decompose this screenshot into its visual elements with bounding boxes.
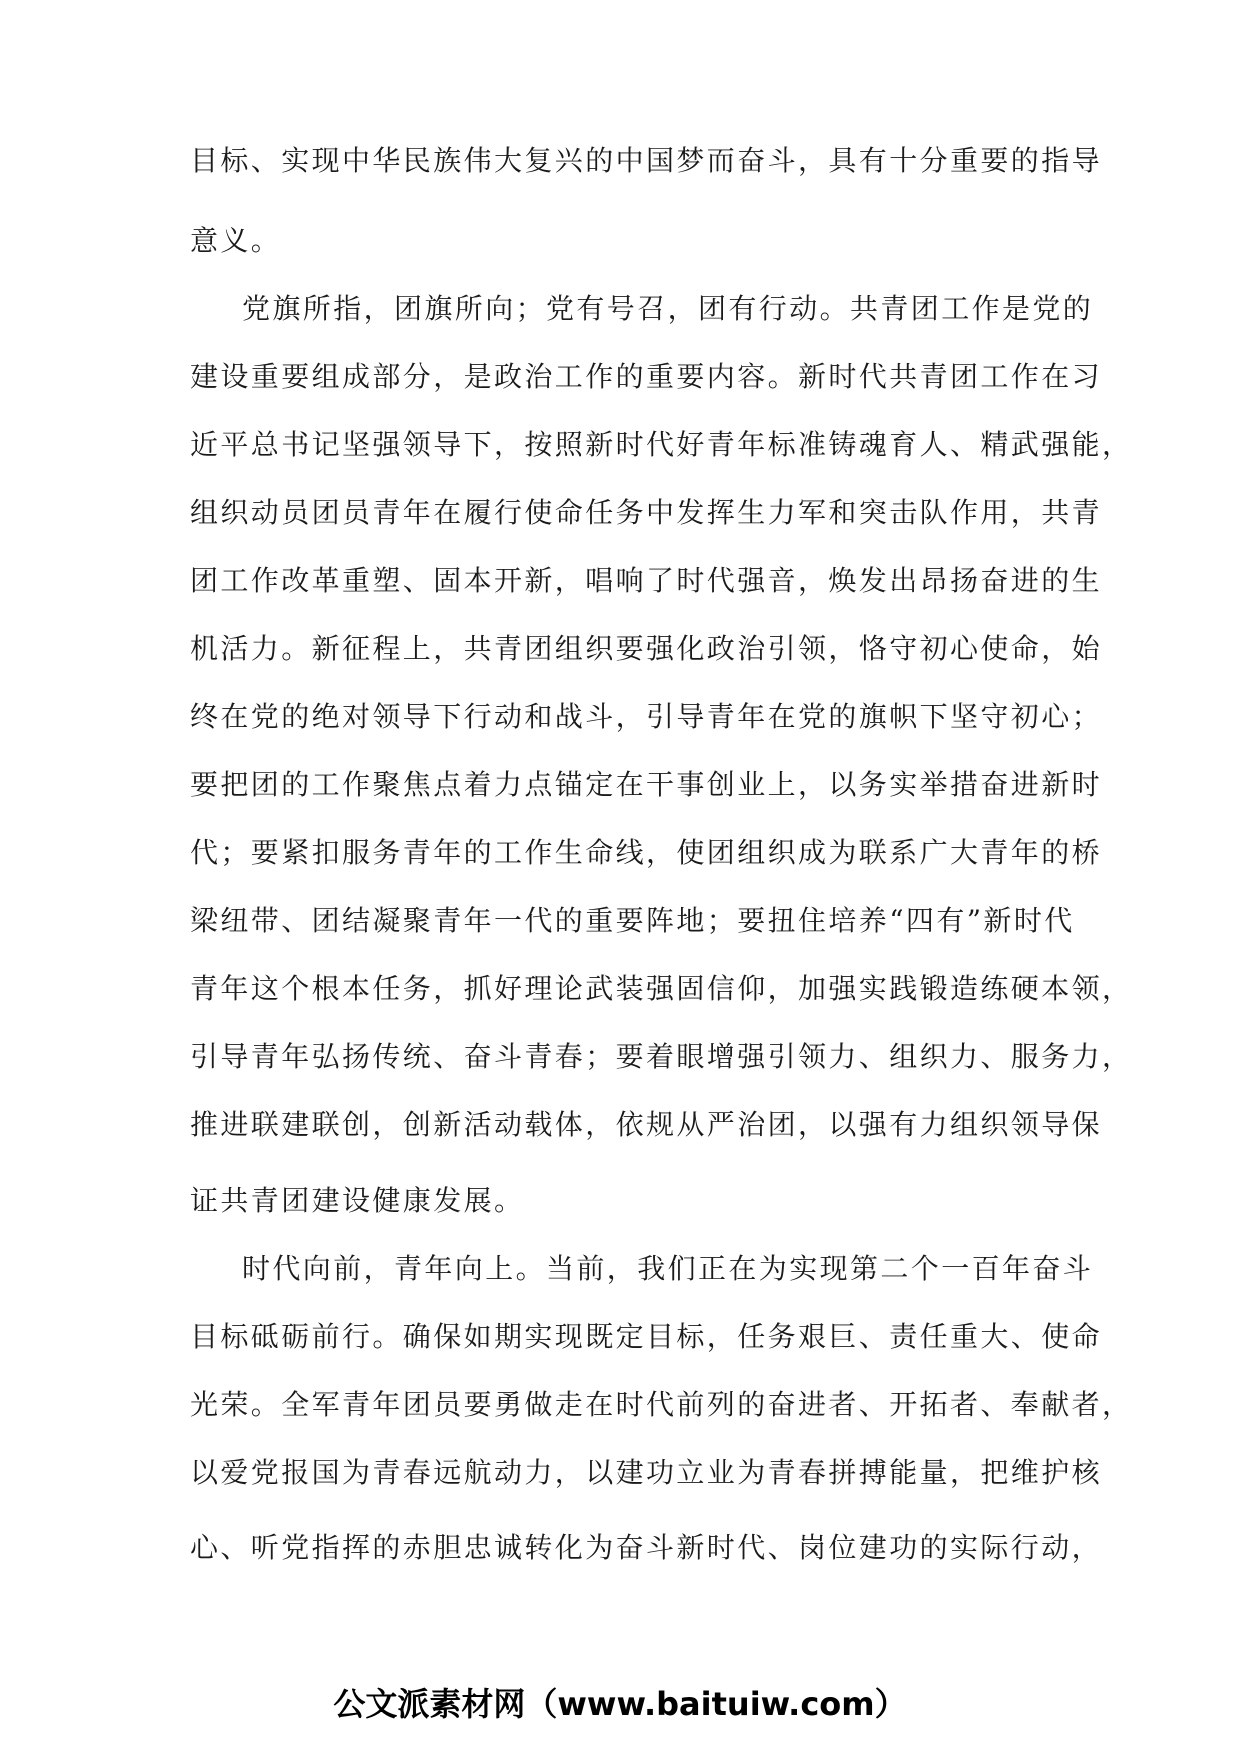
paragraph-line: 团工作改革重塑、固本开新，唱响了时代强音，焕发出昂扬奋进的生 xyxy=(190,564,1103,597)
paragraph-line: 目标砥砺前行。确保如期实现既定目标，任务艰巨、责任重大、使命 xyxy=(190,1320,1103,1353)
paragraph-line: 引导青年弘扬传统、奋斗青春；要着眼增强引领力、组织力、服务力， xyxy=(190,1040,1133,1073)
paragraph-line: 以爱党报国为青春远航动力，以建功立业为青春拼搏能量，把维护核 xyxy=(190,1456,1103,1489)
paragraph-line: 时代向前，青年向上。当前，我们正在为实现第二个一百年奋斗 xyxy=(242,1252,1094,1285)
paragraph-line: 要把团的工作聚焦点着力点锚定在干事创业上，以务实举措奋进新时 xyxy=(190,768,1103,801)
paragraph-line: 意义。 xyxy=(190,224,282,257)
paragraph-line: 组织动员团员青年在履行使命任务中发挥生力军和突击队作用，共青 xyxy=(190,496,1103,529)
footer-watermark-text: 公文派素材网（www.baituiw.com） xyxy=(333,1685,907,1723)
paragraph-line: 青年这个根本任务，抓好理论武装强固信仰，加强实践锻造练硬本领， xyxy=(190,972,1133,1005)
paragraph-line: 终在党的绝对领导下行动和战斗，引导青年在党的旗帜下坚守初心； xyxy=(190,700,1103,733)
paragraph-line: 机活力。新征程上，共青团组织要强化政治引领，恪守初心使命，始 xyxy=(190,632,1103,665)
paragraph-line: 光荣。全军青年团员要勇做走在时代前列的奋进者、开拓者、奉献者， xyxy=(190,1388,1133,1421)
paragraph-line: 推进联建联创，创新活动载体，依规从严治团，以强有力组织领导保 xyxy=(190,1108,1103,1141)
paragraph-line: 心、听党指挥的赤胆忠诚转化为奋斗新时代、岗位建功的实际行动， xyxy=(190,1531,1103,1564)
paragraph-line: 建设重要组成部分，是政治工作的重要内容。新时代共青团工作在习 xyxy=(190,360,1103,393)
paragraph-line: 证共青团建设健康发展。 xyxy=(190,1184,525,1217)
paragraph-line: 代；要紧扣服务青年的工作生命线，使团组织成为联系广大青年的桥 xyxy=(190,836,1103,869)
paragraph-line: 近平总书记坚强领导下，按照新时代好青年标准铸魂育人、精武强能， xyxy=(190,428,1133,461)
paragraph-line: 梁纽带、团结凝聚青年一代的重要阵地；要扭住培养“四有”新时代 xyxy=(190,904,1075,937)
paragraph-line: 党旗所指，团旗所向；党有号召，团有行动。共青团工作是党的 xyxy=(242,292,1094,325)
paragraph-line: 目标、实现中华民族伟大复兴的中国梦而奋斗，具有十分重要的指导 xyxy=(190,144,1103,177)
